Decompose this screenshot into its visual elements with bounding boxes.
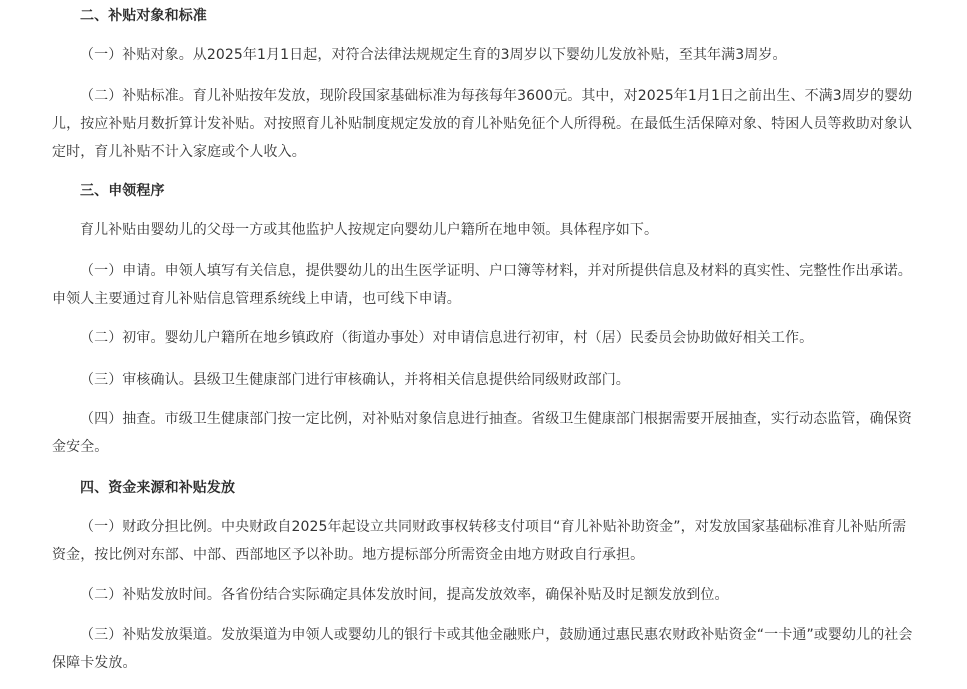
paragraph: （二）初审。婴幼儿户籍所在地乡镇政府（街道办事处）对申请信息进行初审，村（居）民委员会协助做好相关工作。 [80,330,814,346]
paragraph: （一）申请。申领人填写有关信息，提供婴幼儿的出生医学证明、户口簿等材料，并对所提供信息及材料的真实性、完整性作出承诺。申领人主要通过育儿补贴信息管理系统线上申请，也可线下申请。 [52,263,912,307]
paragraph: （一）补贴对象。从2025年1月1日起，对符合法律法规规定生育的3周岁以下婴幼儿发放补贴，至其年满3周岁。 [80,47,787,63]
paragraph: （一）财政分担比例。中央财政自2025年起设立共同财政事权转移支付项目“育儿补贴补助资金”，对发放国家基础标准育儿补贴所需资金，按比例对东部、中部、西部地区予以补助。地方提标部分所需资金由地方财政自行承担。 [52,519,907,563]
paragraph: （二）补贴发放时间。各省份结合实际确定具体发放时间，提高发放效率，确保补贴及时足额发放到位。 [80,587,729,603]
paragraph: （三）补贴发放渠道。发放渠道为申领人或婴幼儿的银行卡或其他金融账户，鼓励通过惠民惠农财政补贴资金“一卡通”或婴幼儿的社会保障卡发放。 [52,627,913,671]
paragraph: （二）补贴标准。育儿补贴按年发放，现阶段国家基础标准为每孩每年3600元。其中，对2025年1月1日之前出生、不满3周岁的婴幼儿，按应补贴月数折算计发补贴。对按照育儿补贴制度规定发放的育儿补贴免征个人所得税。在最低生活保障对象、特困人员等救助对象认定时，育儿补贴不计入家庭或个人收入。 [52,88,913,160]
paragraph: （三）审核确认。县级卫生健康部门进行审核确认，并将相关信息提供给同级财政部门。 [80,372,630,388]
paragraph: 育儿补贴由婴幼儿的父母一方或其他监护人按规定向婴幼儿户籍所在地申领。具体程序如下。 [80,222,659,238]
paragraph: （四）抽查。市级卫生健康部门按一定比例，对补贴对象信息进行抽查。省级卫生健康部门根据需要开展抽查，实行动态监管，确保资金安全。 [52,411,912,455]
section-heading: 四、资金来源和补贴发放 [80,480,236,496]
section-heading: 三、申领程序 [80,183,165,199]
section-heading: 二、补贴对象和标准 [80,8,207,24]
